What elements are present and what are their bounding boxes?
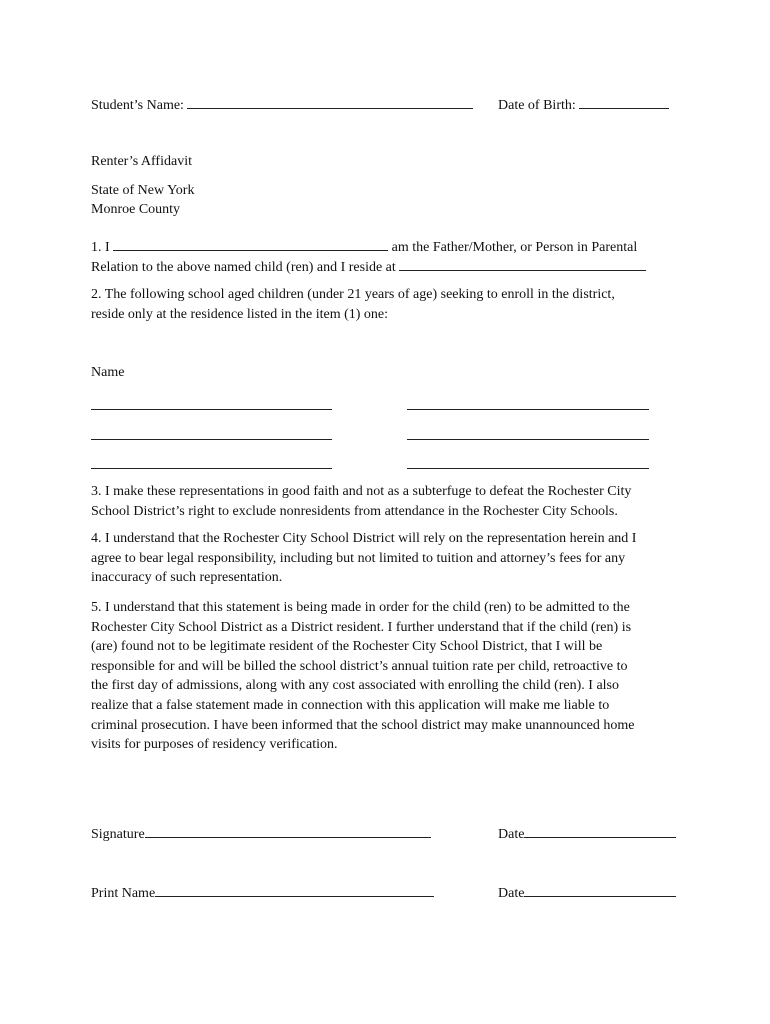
item-5-line-2: Rochester City School District as a District resident. I further understand that if the child (ren) is [91, 619, 632, 635]
item-3-paragraph [91, 482, 691, 521]
print-name-field[interactable] [155, 882, 434, 897]
child-name-field[interactable] [407, 439, 649, 440]
print-name-date-field[interactable] [524, 882, 676, 897]
item-3-line-2: School District’s right to exclude nonresidents from attendance in the Rochester City Schools. [91, 503, 618, 519]
item-1-suffix: am the Father/Mother, or Person in Parental [391, 240, 638, 255]
item-5-line-5: the first day of admissions, along with any cost associated with enrolling the child (ren). I also [91, 678, 619, 694]
residence-address-field[interactable] [399, 256, 646, 271]
child-name-field[interactable] [407, 468, 649, 469]
item-5-paragraph [91, 598, 691, 755]
student-name-row [91, 94, 473, 115]
child-name-field[interactable] [91, 409, 332, 410]
item-2-line-1: 2. The following school aged children (under 21 years of age) seeking to enroll in the district, [91, 287, 615, 302]
date-of-birth-label: Date of Birth: [498, 98, 576, 113]
signature-date-label: Date [498, 827, 525, 842]
item-4-line-1: 4. I understand that the Rochester City School District will rely on the representation herein and I [91, 531, 637, 546]
student-name-label: Student’s Name: [91, 98, 184, 113]
item-4-line-2: agree to bear legal responsibility, including but not limited to tuition and attorney’s fees for any [91, 550, 626, 566]
item-5-line-4: responsible for and will be billed the school district’s annual tuition rate per child, retroactive to [91, 658, 628, 674]
venue-state: State of New York [91, 183, 195, 198]
signature-field[interactable] [145, 823, 431, 838]
item-3-line-1: 3. I make these representations in good faith and not as a subterfuge to defeat the Rochester City [91, 484, 632, 499]
item-4-paragraph [91, 529, 691, 588]
item-5-line-6: realize that a false statement made in connection with this application will make me liable to [91, 697, 610, 713]
print-name-date-row [498, 882, 676, 903]
signature-row [91, 823, 431, 844]
print-name-date-label: Date [498, 886, 525, 901]
item-2-line-2: reside only at the residence listed in the item (1) one: [91, 306, 389, 322]
item-5-line-7: criminal prosecution. I have been informed that the school district may make unannounced home [91, 717, 635, 733]
item-4-line-3: inaccuracy of such representation. [91, 570, 283, 586]
print-name-row [91, 882, 434, 903]
signature-label: Signature [91, 827, 145, 842]
child-name-field[interactable] [91, 439, 332, 440]
item-5-line-8: visits for purposes of residency verification. [91, 737, 338, 753]
child-name-field[interactable] [407, 409, 649, 410]
signature-date-row [498, 823, 676, 844]
item-1-line-1 [91, 236, 637, 257]
children-name-label: Name [91, 365, 125, 380]
student-name-field[interactable] [187, 94, 473, 109]
item-1-prefix: 1. I [91, 240, 110, 255]
date-of-birth-row [498, 94, 669, 115]
parent-name-field[interactable] [113, 236, 388, 251]
item-1-residence-text: Relation to the above named child (ren) and I reside at [91, 260, 396, 275]
signature-date-field[interactable] [524, 823, 676, 838]
item-1-line-2 [91, 256, 646, 277]
print-name-label: Print Name [91, 886, 156, 901]
venue-county: Monroe County [91, 202, 181, 217]
item-5-line-3: (are) found not to be legitimate resident of the Rochester City School District, that I will be [91, 639, 603, 655]
item-2-paragraph [91, 285, 691, 324]
item-5-line-1: 5. I understand that this statement is being made in order for the child (ren) to be admitted to the [91, 600, 630, 615]
date-of-birth-field[interactable] [579, 94, 669, 109]
child-name-field[interactable] [91, 468, 332, 469]
document-title: Renter’s Affidavit [91, 154, 192, 169]
